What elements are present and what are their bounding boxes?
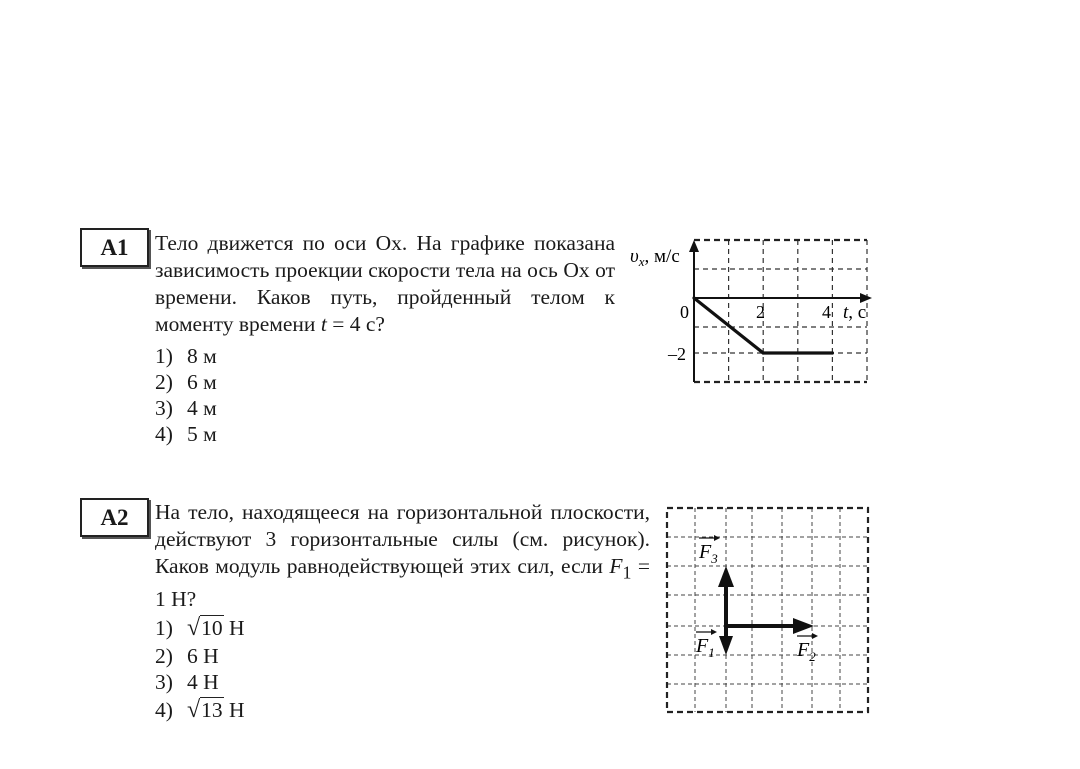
option-number: 2) (155, 370, 173, 394)
question-text-a2-sub: 1 (622, 562, 632, 583)
force-f3-arrowhead-icon (718, 566, 734, 587)
option-number: 3) (155, 396, 173, 420)
vector-arrow-icon (714, 535, 720, 541)
option-text: 6 Н (187, 644, 219, 668)
vector-arrow-icon (711, 629, 717, 635)
force-f2-sub: 2 (809, 649, 816, 664)
y-axis-label-var: υ (630, 246, 639, 267)
option-text: 8 м (187, 344, 217, 368)
option-number: 1) (155, 344, 173, 368)
x-tick-label-2: 2 (756, 302, 765, 322)
option-number: 1) (155, 616, 173, 640)
option-number: 4) (155, 698, 173, 722)
svg-text:F2 (796, 639, 816, 664)
x-axis-label-unit: , с (848, 302, 867, 323)
origin-label: 0 (680, 302, 689, 322)
option-text: 4 м (187, 396, 217, 420)
force-f1-letter: F (696, 635, 709, 657)
option-unit: Н (223, 616, 245, 640)
svg-text:F1 (695, 635, 715, 660)
y-axis-label-unit: , м/с (644, 246, 680, 267)
force-f2-letter: F (797, 639, 810, 661)
y-axis-label-sub: x (638, 254, 645, 269)
question-number-a2: A2 (80, 498, 149, 537)
forces-grid (667, 508, 868, 712)
question-text-a2-main: На тело, находящееся на горизонтальной плоскости, действуют 3 горизонтальные силы (см. рисунок). Каков модуль равнодействующей этих сил, если (155, 500, 650, 578)
question-text-a1-main: Тело движется по оси Ox. На графике показана зависимость проекции скорости тела на ось Ox от времени. Каков путь, пройденный телом к моменту времени (155, 231, 615, 336)
question-text-a2-tail: = 1 Н? (155, 554, 650, 612)
option-text: 5 м (187, 422, 217, 446)
force-f3-label (698, 535, 720, 566)
question-number-a1: A1 (80, 228, 149, 267)
force-f3-letter: F (699, 541, 712, 563)
y-tick-label-minus2: –2 (668, 344, 686, 364)
option-number: 4) (155, 422, 173, 446)
option-radicand: 10 (201, 616, 223, 640)
force-f1-arrowhead-icon (719, 636, 733, 655)
force-f3-sub: 3 (711, 551, 718, 566)
svg-text:F3 (698, 541, 718, 566)
option-number: 2) (155, 644, 173, 668)
x-axis-label-var: t (843, 302, 849, 323)
x-tick-label-4: 4 (822, 302, 831, 322)
option-radicand: 13 (201, 698, 223, 722)
option-text: 6 м (187, 370, 217, 394)
sqrt-icon: √ (187, 697, 201, 723)
question-text-a1-var: t (320, 312, 327, 336)
force-f1-label (695, 629, 717, 660)
option-number: 3) (155, 670, 173, 694)
option-text: 4 Н (187, 670, 219, 694)
sqrt-icon: √ (187, 615, 201, 641)
force-f2-label (796, 633, 818, 664)
option-unit: Н (223, 698, 245, 722)
question-text-a2-var: F (609, 554, 623, 578)
grid-border (667, 508, 868, 712)
force-f1-sub: 1 (708, 645, 715, 660)
force-f2-arrowhead-icon (793, 618, 814, 634)
vector-arrow-icon (812, 633, 818, 639)
question-text-a1-tail: = 4 с? (326, 312, 385, 336)
